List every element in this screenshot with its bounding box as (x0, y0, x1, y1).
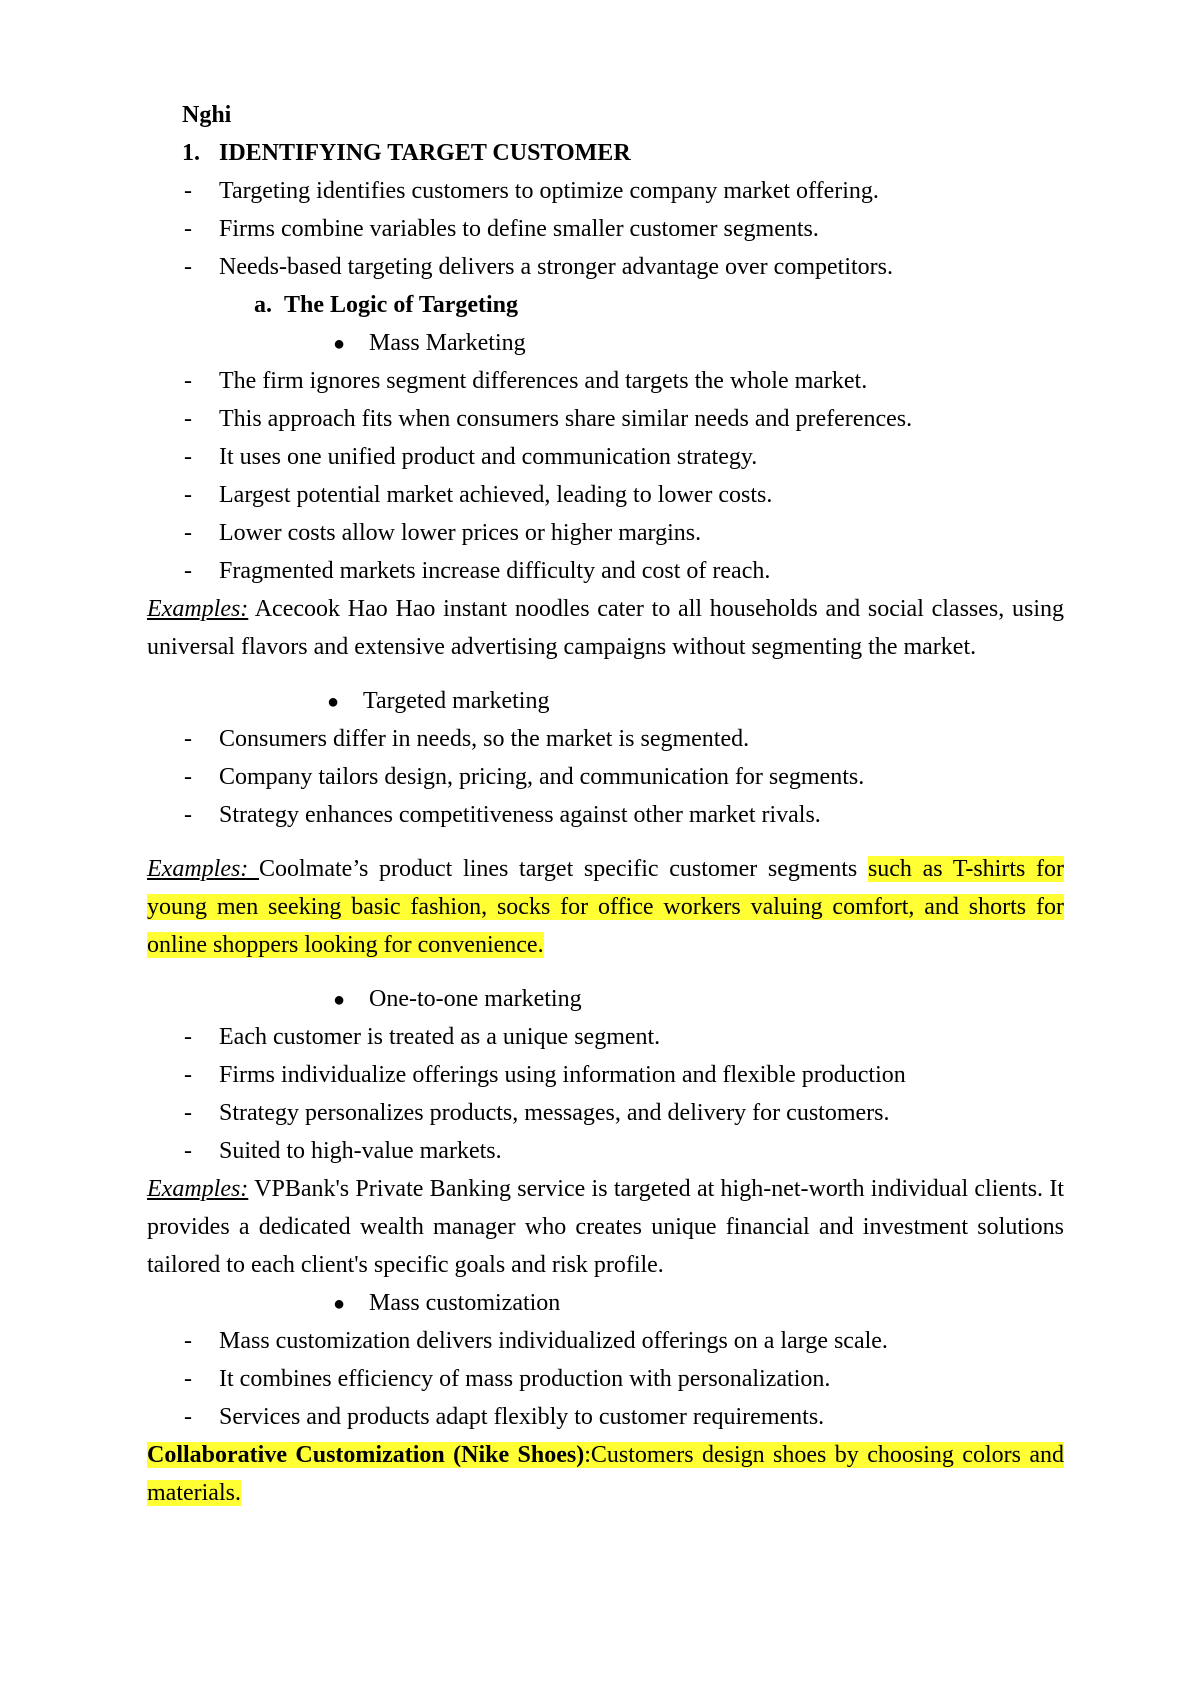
example-paragraph-targeted: Examples: Coolmate’s product lines target specific customer segments such as T-shirts for young men seeking basic fashion, socks for office workers valuing comfort, and shorts for online shoppers looking for convenience. (147, 856, 1065, 958)
document-page (147, 96, 1064, 1512)
bullet-heading-targeted-marketing: ● Targeted marketing (147, 682, 1064, 720)
example-paragraph-one-to-one: Examples: VPBank's Private Banking service is targeted at high-net-worth individual clients. It provides a dedicated wealth manager who creates unique financial and investment solutions tailored to each client's specific goals and risk profile. (147, 1176, 1064, 1278)
bullet-icon: ● (333, 989, 346, 1011)
section-number: 1. (182, 140, 200, 166)
bullet-heading-mass-customization: ● Mass customization (147, 1284, 1064, 1322)
list-item: - Consumers differ in needs, so the market is segmented. (184, 726, 750, 752)
list-item: - Company tailors design, pricing, and communication for segments. (184, 764, 865, 790)
example-label: Examples: (147, 1176, 249, 1202)
example-paragraph-mass: Examples: Acecook Hao Hao instant noodles cater to all households and social classes, using universal flavors and extensive advertising campaigns without segmenting the market. (147, 596, 1064, 660)
list-item: - It uses one unified product and communication strategy. (184, 444, 758, 470)
highlighted-text: such as T-shirts for young men seeking basic fashion, socks for office workers valuing comfort, and shorts for online shoppers looking for convenience. (147, 856, 1065, 958)
section-title: IDENTIFYING TARGET CUSTOMER (219, 140, 631, 166)
subsection-heading (147, 286, 1064, 324)
example-label: Examples: (147, 596, 249, 622)
collaborative-customization-paragraph (147, 1436, 1064, 1512)
collab-label: Collaborative Customization (Nike Shoes) (147, 1442, 585, 1468)
list-item: - The firm ignores segment differences and targets the whole market. (184, 368, 868, 394)
list-item: - Mass customization delivers individualized offerings on a large scale. (184, 1328, 888, 1354)
mass-marketing-points (147, 362, 1064, 590)
list-item: - Strategy personalizes products, messages, and delivery for customers. (184, 1100, 890, 1126)
list-item: - Strategy enhances competitiveness against other market rivals. (184, 802, 821, 828)
bullet-icon: ● (333, 333, 346, 355)
section-points (147, 172, 1064, 286)
list-item: - Targeting identifies customers to optimize company market offering. (184, 178, 879, 204)
list-item: - Largest potential market achieved, leading to lower costs. (184, 482, 773, 508)
list-item: - Needs-based targeting delivers a stronger advantage over competitors. (184, 254, 893, 280)
example-label: Examples: (147, 856, 259, 882)
author-name: Nghi (182, 102, 232, 128)
mass-customization-points (147, 1322, 1064, 1436)
bullet-heading-mass-marketing: ● Mass Marketing (147, 324, 1064, 362)
collab-text: :Customers design shoes by choosing colors and materials. (147, 1442, 1065, 1506)
list-item: - Firms combine variables to define smaller customer segments. (184, 216, 819, 242)
list-item: - Firms individualize offerings using information and flexible production (184, 1062, 906, 1088)
list-item: - Suited to high-value markets. (184, 1138, 502, 1164)
bullet-icon: ● (333, 1293, 346, 1315)
list-item: - It combines efficiency of mass production with personalization. (184, 1366, 831, 1392)
targeted-marketing-points (147, 720, 1064, 834)
list-item: - Fragmented markets increase difficulty and cost of reach. (184, 558, 771, 584)
list-item: - Services and products adapt flexibly to customer requirements. (184, 1404, 825, 1430)
subsection-title: The Logic of Targeting (284, 292, 519, 318)
list-item: - This approach fits when consumers share similar needs and preferences. (184, 406, 913, 432)
list-item: - Each customer is treated as a unique segment. (184, 1024, 661, 1050)
list-item: - Lower costs allow lower prices or higher margins. (184, 520, 702, 546)
section-heading (147, 134, 1064, 172)
bullet-heading-one-to-one: ● One-to-one marketing (147, 980, 1064, 1018)
subsection-letter: a. (254, 292, 272, 318)
bullet-icon: ● (327, 691, 340, 713)
one-to-one-points (147, 1018, 1064, 1170)
